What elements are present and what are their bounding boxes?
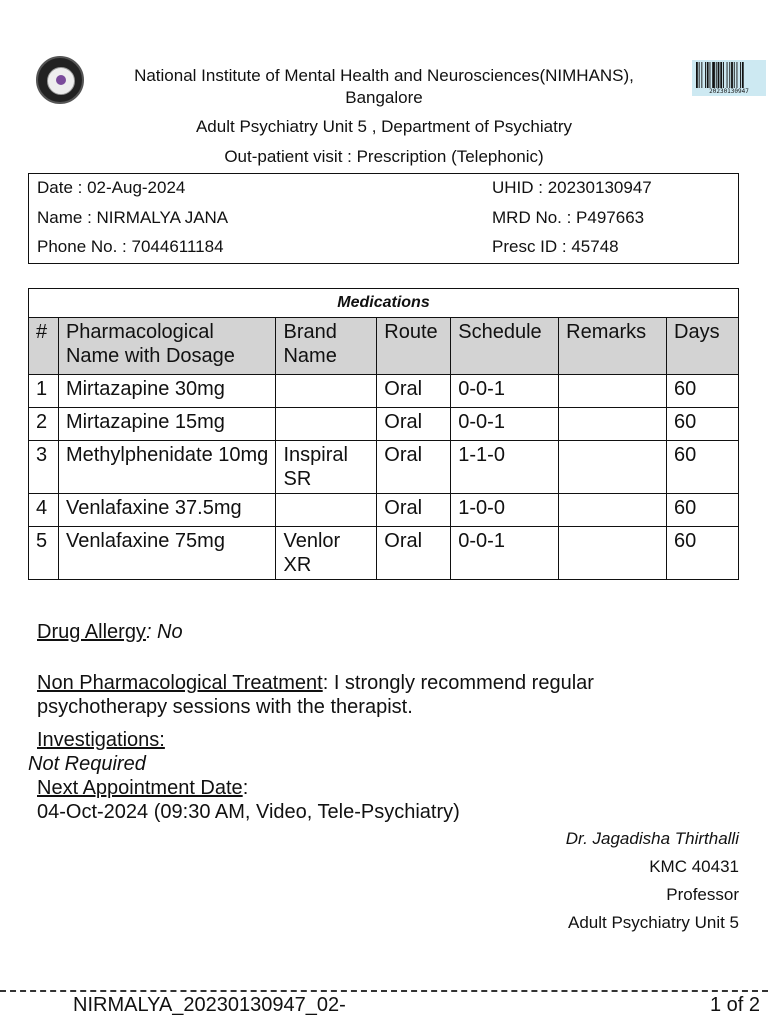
table-cell: Oral <box>377 494 451 527</box>
doctor-unit: Adult Psychiatry Unit 5 <box>567 913 739 932</box>
medications-table <box>28 288 739 580</box>
table-cell <box>276 408 377 441</box>
medications-header-row <box>29 318 739 375</box>
column-header-0: # <box>29 318 59 375</box>
table-row <box>29 375 739 408</box>
table-cell: Mirtazapine 30mg <box>58 375 276 408</box>
table-cell: Oral <box>377 375 451 408</box>
doctor-name: Dr. Jagadisha Thirthalli <box>565 829 739 848</box>
table-row <box>29 527 739 580</box>
next-appointment-colon: : <box>242 777 249 799</box>
table-cell: Oral <box>377 527 451 580</box>
investigations-value: Not Required <box>28 753 146 775</box>
table-cell: Venlafaxine 75mg <box>58 527 276 580</box>
doctor-title: Professor <box>666 885 739 904</box>
barcode-bars <box>696 62 762 88</box>
visit-date: Date : 02-Aug-2024 <box>37 178 186 197</box>
medications-caption: Medications <box>29 289 739 318</box>
table-cell: Methylphenidate 10mg <box>58 441 276 494</box>
table-cell: 3 <box>29 441 59 494</box>
table-cell: 60 <box>667 375 739 408</box>
column-header-4: Schedule <box>451 318 559 375</box>
table-cell: Mirtazapine 15mg <box>58 408 276 441</box>
table-cell: 1 <box>29 375 59 408</box>
investigations-label: Investigations: <box>37 729 165 751</box>
column-header-6: Days <box>667 318 739 375</box>
table-cell: Venlor XR <box>276 527 377 580</box>
table-row <box>29 441 739 494</box>
non-pharm-treatment <box>37 672 594 695</box>
doctor-registration: KMC 40431 <box>649 857 739 876</box>
department-unit: Adult Psychiatry Unit 5 , Department of Psychiatry <box>195 117 573 136</box>
table-cell <box>559 375 667 408</box>
column-header-5: Remarks <box>559 318 667 375</box>
medications-body <box>29 375 739 580</box>
table-cell <box>559 408 667 441</box>
column-header-2: Brand Name <box>276 318 377 375</box>
table-cell: 60 <box>667 441 739 494</box>
patient-info-box <box>28 173 739 264</box>
patient-mrd: MRD No. : P497663 <box>492 208 645 227</box>
patient-uhid: UHID : 20230130947 <box>492 178 652 197</box>
table-cell <box>276 375 377 408</box>
table-cell <box>559 527 667 580</box>
table-row <box>29 494 739 527</box>
patient-name: Name : NIRMALYA JANA <box>37 208 229 227</box>
footer-filename: NIRMALYA_20230130947_02- <box>73 994 346 1016</box>
drug-allergy <box>37 621 183 644</box>
table-cell: 5 <box>29 527 59 580</box>
table-cell: Venlafaxine 37.5mg <box>58 494 276 527</box>
table-cell: 0-0-1 <box>451 375 559 408</box>
prescription-id: Presc ID : 45748 <box>492 237 619 256</box>
next-appointment-value: 04-Oct-2024 (09:30 AM, Video, Tele-Psychiatry) <box>37 801 460 823</box>
next-appointment <box>37 777 248 800</box>
table-cell: 1-1-0 <box>451 441 559 494</box>
non-pharm-label: Non Pharmacological Treatment <box>37 672 323 694</box>
table-cell: 4 <box>29 494 59 527</box>
drug-allergy-label: Drug Allergy <box>37 621 146 643</box>
table-cell: 2 <box>29 408 59 441</box>
visit-type: Out-patient visit : Prescription (Telephonic) <box>224 147 544 166</box>
table-cell: 1-0-0 <box>451 494 559 527</box>
table-cell <box>276 494 377 527</box>
table-cell: Inspiral SR <box>276 441 377 494</box>
page-divider <box>0 990 768 992</box>
table-cell <box>559 494 667 527</box>
table-cell: 0-0-1 <box>451 408 559 441</box>
table-cell <box>559 441 667 494</box>
next-appointment-label: Next Appointment Date <box>37 777 243 799</box>
drug-allergy-value: : No <box>145 621 183 643</box>
table-cell: 0-0-1 <box>451 527 559 580</box>
table-cell: Oral <box>377 441 451 494</box>
table-cell: 60 <box>667 527 739 580</box>
institute-name: National Institute of Mental Health and Neurosciences(NIMHANS), <box>134 66 634 85</box>
table-cell: 60 <box>667 494 739 527</box>
institute-city: Bangalore <box>345 88 423 107</box>
table-cell: 60 <box>667 408 739 441</box>
table-cell: Oral <box>377 408 451 441</box>
column-header-3: Route <box>377 318 451 375</box>
table-row <box>29 408 739 441</box>
non-pharm-text-line1: : I strongly recommend regular <box>322 672 594 694</box>
non-pharm-text-line2: psychotherapy sessions with the therapist. <box>37 696 413 718</box>
patient-phone: Phone No. : 7044611184 <box>37 237 224 256</box>
footer-page-number: 1 of 2 <box>709 994 760 1016</box>
column-header-1: Pharmacological Name with Dosage <box>58 318 276 375</box>
uhid-barcode <box>692 60 766 96</box>
barcode-number: 20230130947 <box>709 88 749 95</box>
